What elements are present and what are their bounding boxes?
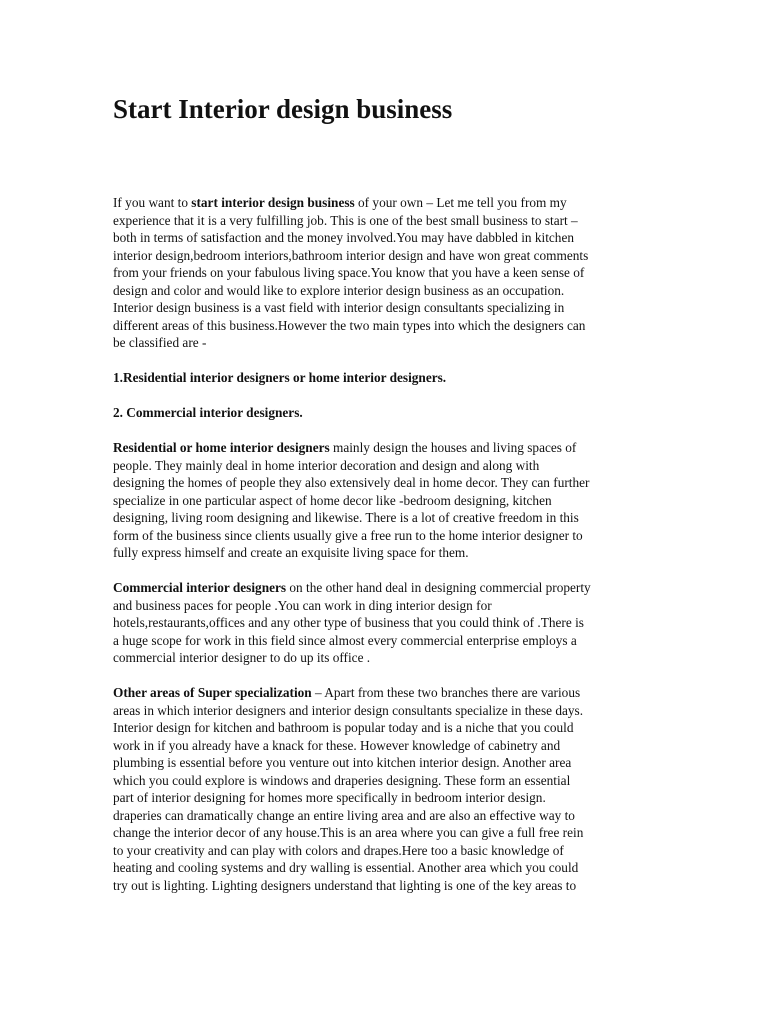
intro-line: different areas of this business.However the two main types into which the designers can	[113, 317, 586, 333]
intro-line: design and color and would like to explore interior design business as an occupation.	[113, 282, 565, 298]
other-areas-line: to your creativity and can play with colors and drapes.Here too a basic knowledge of	[113, 842, 564, 858]
intro-line: of your own – Let me tell you from my	[354, 195, 567, 210]
other-areas-bold-phrase: Other areas of Super specialization	[113, 685, 312, 700]
intro-line: both in terms of satisfaction and the money involved.You may have dabbled in kitchen	[113, 230, 574, 245]
commercial-line: a huge scope for work in this field since almost every commercial enterprise employs a	[113, 632, 577, 648]
other-areas-line: Interior design for kitchen and bathroom is popular today and is a niche that you could	[113, 720, 574, 735]
residential-line: designing, living room designing and likewise. There is a lot of creative freedom in this	[113, 510, 579, 525]
intro-line: interior design,bedroom interiors,bathroom interior design and have won great comments	[113, 247, 589, 263]
commercial-line: and business paces for people .You can work in ding interior design for	[113, 597, 492, 613]
commercial-line: commercial interior designer to do up its office .	[113, 650, 371, 665]
intro-line: be classified are -	[113, 335, 207, 350]
residential-paragraph	[113, 439, 633, 562]
intro-bold-phrase: start interior design business	[191, 195, 355, 210]
residential-line: mainly design the houses and living spaces of	[329, 440, 577, 455]
other-areas-line: try out is lighting. Lighting designers understand that lighting is one of the key areas to	[113, 877, 577, 893]
intro-line: Interior design business is a vast field with interior design consultants specializing in	[113, 300, 565, 315]
document-body	[113, 194, 633, 912]
other-areas-line: which you could explore is windows and draperies designing. These form an essential	[113, 772, 571, 788]
list-item-commercial: 2. Commercial interior designers.	[113, 405, 303, 420]
other-areas-line: plumbing is essential before you venture out into kitchen interior design. Another area	[113, 755, 572, 770]
commercial-line: hotels,restaurants,offices and any other type of business that you could think of .There is	[113, 615, 584, 630]
other-areas-line: draperies can dramatically change an entire living area and are also an effective way to	[113, 807, 575, 823]
other-areas-line: – Apart from these two branches there are various	[311, 685, 581, 700]
residential-bold-phrase: Residential or home interior designers	[113, 440, 330, 455]
intro-line: from your friends on your fabulous living space.You know that you have a keen sense of	[113, 265, 585, 280]
commercial-bold-phrase: Commercial interior designers	[113, 580, 287, 595]
other-areas-line: change the interior decor of any house.This is an area where you can give a full free rein	[113, 825, 584, 840]
page-title: Start Interior design business	[113, 94, 453, 124]
residential-line: form of the business since clients usually give a free run to the home interior designer to	[113, 527, 583, 543]
intro-line: experience that it is a very fulfilling job. This is one of the best small business to start –	[113, 212, 578, 228]
residential-line: designing the homes of people they also extensively deal in home decor. They can further	[113, 475, 590, 490]
intro-paragraph	[113, 194, 633, 352]
other-areas-line: heating and cooling systems and dry walling is essential. Another area which you could	[113, 860, 579, 875]
other-areas-line: work in if you already have a knack for these. However knowledge of cabinetry and	[113, 737, 561, 753]
residential-line: fully express himself and create an exquisite living space for them.	[113, 545, 469, 560]
commercial-paragraph	[113, 579, 633, 667]
commercial-line: on the other hand deal in designing commercial property	[286, 580, 591, 595]
residential-line: people. They mainly deal in home interior decoration and design and along with	[113, 457, 540, 473]
other-areas-line: areas in which interior designers and interior design consultants specialize in these days.	[113, 702, 584, 718]
list-item-residential: 1.Residential interior designers or home interior designers.	[113, 370, 447, 385]
intro-lead: If you want to	[113, 195, 192, 210]
residential-line: specialize in one particular aspect of home decor like -bedroom designing, kitchen	[113, 492, 552, 508]
other-areas-line: part of interior designing for homes more specifically in bedroom interior design.	[113, 790, 546, 805]
other-areas-paragraph	[113, 684, 633, 894]
